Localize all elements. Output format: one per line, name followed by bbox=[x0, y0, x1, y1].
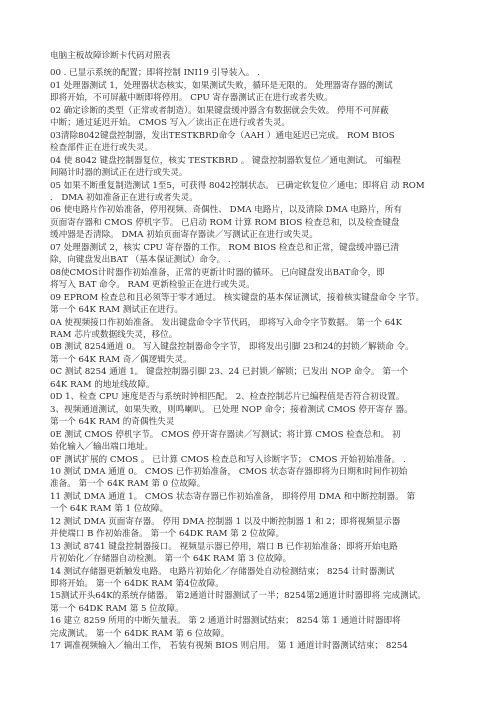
text-line: 03清除8042键盘控制器，发出TESTKBRD命令（AAH ）通电延迟已完成。 ROM BIOS bbox=[50, 130, 395, 141]
text-line: 07 处理器测试 2，核实 CPU 寄存器的工作。 ROM BIOS 检查总和正常，键盘缓冲器已清 bbox=[50, 242, 400, 253]
text-line: 即将开始，不可屏蔽中断即将停用。 CPU 寄存器测试正在进行或者失败。 bbox=[50, 93, 333, 104]
text-line: 中断；通过延迟开始。 CMOS 写入／读出正在进行或者失灵。 bbox=[50, 118, 291, 129]
text-line: 0B 测试 8254通道 0。 写入键盘控制器命令字节， 即将发出引脚 23和24的封锁／解锁命 令。 bbox=[50, 342, 414, 353]
text-line: 准备。 第一个 64K RAM 第 0 位故障。 bbox=[50, 479, 206, 490]
text-line: 将写入 BAT 命令。 RAM 更新检验正在进行或失灵。 bbox=[50, 280, 255, 291]
text-line: 13 测试 8741 键盘控制器接口。 视频显示器已停用，端口 B 已作初始准备；即将开始电路 bbox=[50, 541, 398, 552]
text-line: 64K RAM 的地址线故障。 bbox=[50, 379, 155, 390]
text-line: 第一个 64K RAM 测试正在进行。 bbox=[50, 305, 183, 316]
text-line: 0C 测试 8254 通道 1。 键盘控制器引脚 23、24 已封锁／解锁；已发出 NOP 命令。 第一个 bbox=[50, 367, 409, 378]
text-line: 0E 测试 CMOS 停机字节。 CMOS 停开寄存器读／写测试；将计算 CMOS 检查总和。 初 bbox=[50, 429, 401, 440]
text-line: 0D 1、检查 CPU 速度是否与系统时钟相匹配。 2、检查控制芯片已编程值是否符合初设置。 bbox=[50, 392, 405, 403]
text-line: 除，向键盘发出BAT （基本保证测试）命令。 . bbox=[50, 255, 231, 266]
text-line: 01 处理器测试 1，处理器状态核实，如果测试失败，循环是无限的。 处理器寄存器的测试 bbox=[50, 80, 393, 91]
text-line: 05 如果不断重复制造测试 1至5，可获得 8042控制状态。 已确定软复位／通电；即将启 动 ROM bbox=[50, 180, 425, 191]
text-line: 一个 64K RAM 第 1 位故障。 bbox=[50, 504, 169, 515]
text-line: 即将开始。 第一个 64DK RAM 第4位故障。 bbox=[50, 579, 224, 590]
text-line: 检查部件正在进行或失灵。 bbox=[50, 143, 154, 154]
text-line: 并使端口 B 作初始准备。 第一个 64DK RAM 第 2 位故障。 bbox=[50, 529, 285, 540]
text-line: 09 EPROM 检查总和且必须等于零才通过。 核实键盘的基本保证测试，接着核实键盘命令 字节。 bbox=[50, 292, 425, 303]
text-line: ． DMA 初如准备正在进行或者失灵。 bbox=[50, 192, 198, 203]
text-line: 0A 使视频接口作初始准备。 发出键盘命令字节代码， 即将写入命令字节数据。 第一个 64K bbox=[50, 317, 403, 328]
text-line: 00 . 已显示系统的配置；即将控制 INI19 引导装入。 . bbox=[50, 68, 260, 79]
text-line: 第一个 64K RAM 的奇偶性失灵 bbox=[50, 417, 175, 428]
text-line: 12 测试 DMA 页面寄存器。 停用 DMA 控制器 1 以及中断控制器 1 和 2；即将视频显示器 bbox=[50, 516, 401, 527]
text-line: 15测试开头64K的系统存储器。 第2通道计时器测试了一半；8254第2通道计时器即将 完成测试。 bbox=[50, 591, 426, 602]
text-line: 页面寄存器和 CMOS 停机字节。 已启动 ROM 计算 ROM BIOS 检查总和，以及检查键盘 bbox=[50, 217, 400, 228]
text-line: 10 测试 DMA 通道 0。 CMOS 已作初始准备， CMOS 状态寄存器即将为日期和时间作初始 bbox=[50, 466, 408, 477]
document-title: 电脑主板故障诊断卡代码对照表 bbox=[50, 51, 171, 61]
text-line: 06 使电路片作初始准备，停用视频、奇偶性、 DMA 电路片，以及清除 DMA 电路片，所有 bbox=[50, 205, 402, 216]
text-line: 完成测试。 第一个 64DK RAM 第 6 位故障。 bbox=[50, 628, 230, 639]
text-line: 11 测试 DMA 通道 1。 CMOS 状态寄存器已作初始准备， 即将停用 DMA 和中断控制器。 第 bbox=[50, 491, 416, 502]
text-line: 3、视频通道测试，如果失败，则鸣喇叭。 已处理 NOP 命令；接着测试 CMOS 停开寄存 器。 bbox=[50, 404, 413, 415]
document-body bbox=[50, 67, 486, 652]
text-line: RAM 芯片或数据线失灵，移位。 bbox=[50, 329, 178, 340]
text-line: 16 建立 8259 所用的中断矢量表。 第 2 通道计时器测试结束； 8254 第 1 通道计时器即将 bbox=[50, 616, 401, 627]
text-line: 第一个 64DK RAM 第 5 位故障。 bbox=[50, 603, 184, 614]
text-line: 缓冲器是否清除。 DMA 初始页面寄存器读／写测试正在进行或失灵。 bbox=[50, 230, 318, 241]
text-line: 02 确定诊断的类型（正常或者制造）。如果键盘缓冲器含有数据就会失效。 停用不可屏蔽 bbox=[50, 105, 389, 116]
text-line: 间隔计时器的测试正在进行或失灵。 bbox=[50, 168, 188, 179]
text-line: 第一个 64K RAM 奇／偶逻辑失灵。 bbox=[50, 354, 192, 365]
text-line: 0F 测试扩展的 CMOS 。 已计算 CMOS 检查总和写入诊断字节； CMOS 开始初始准备。 . bbox=[50, 454, 406, 465]
text-line: 17 调准视频输入／输出工作， 若装有视频 BIOS 则启用。 第 1 通道计时器测试结束； 8254 bbox=[50, 641, 408, 652]
text-line: 04 使 8042 键盘控制器复位，核实 TESTKBRD 。 键盘控制器软复位／通电测试。 可编程 bbox=[50, 155, 401, 166]
text-line: 08使CMOS计时器作初始准备，正常的更新计时器的循环。 已向键盘发出BAT命令，即 bbox=[50, 267, 385, 278]
text-line: 14 测试存储器更新触发电路。 电路片初始化／存储器处自动检测结束； 8254 计时器测试 bbox=[50, 566, 395, 577]
text-line: 始化输入／输出端口地址。 bbox=[50, 442, 154, 453]
text-line: 片初始化／存储器自动检测。 第一个 64K RAM 第 3 位故障。 bbox=[50, 554, 292, 565]
